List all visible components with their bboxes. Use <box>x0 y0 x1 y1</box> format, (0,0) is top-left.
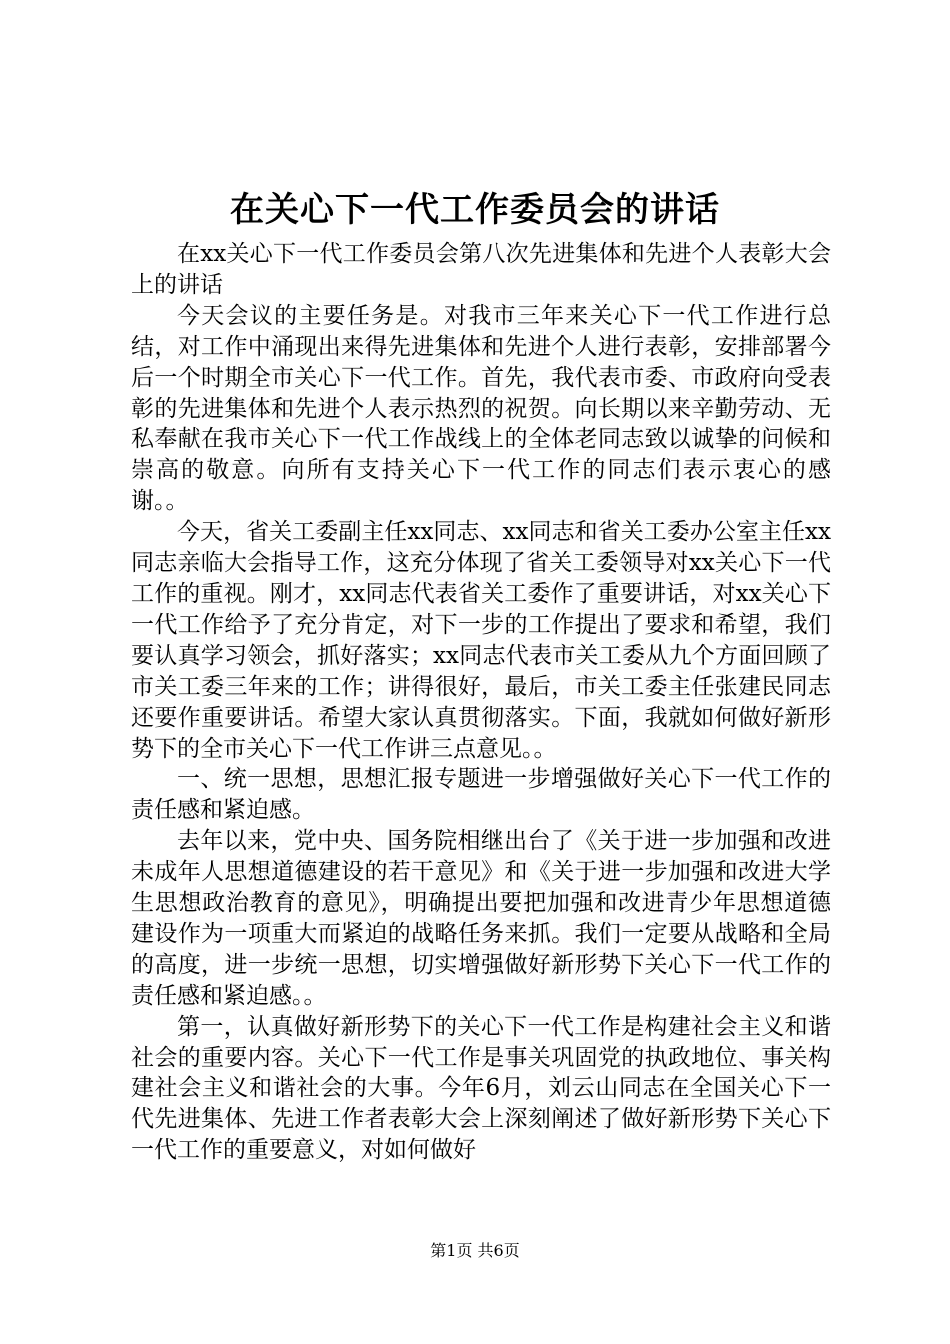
paragraph-section-heading: 一、统一思想，思想汇报专题进一步增强做好关心下一代工作的责任感和紧迫感。 <box>131 766 831 824</box>
paragraph-main-tasks: 今天会议的主要任务是。对我市三年来关心下一代工作进行总结，对工作中涌现出来得先进集体和先进个人进行表彰，安排部署今后一个时期全市关心下一代工作。首先，我代表市委、市政府向受表彰的先进集体和先进个人表示热烈的祝贺。向长期以来辛勤劳动、无私奉献在我市关心下一代工作战线上的全体老同志致以诚挚的问候和崇高的敬意。向所有支持关心下一代工作的同志们表示衷心的感谢。。 <box>131 302 831 515</box>
document-body <box>131 239 831 1166</box>
page-footer: 第1页 共6页 <box>430 1241 520 1260</box>
paragraph-central-policy: 去年以来，党中央、国务院相继出台了《关于进一步加强和改进未成年人思想道德建设的若干意见》和《关于进一步加强和改进大学生思想政治教育的意见》，明确提出要把加强和改进青少年思想道德建设作为一项重大而紧迫的战略任务来抓。我们一定要从战略和全局的高度，进一步统一思想，切实增强做好新形势下关心下一代工作的责任感和紧迫感。。 <box>131 828 831 1009</box>
paragraph-subtitle: 在xx关心下一代工作委员会第八次先进集体和先进个人表彰大会上的讲话 <box>131 241 831 298</box>
document-title: 在关心下一代工作委员会的讲话 <box>230 190 720 230</box>
paragraph-leaders-present: 今天，省关工委副主任xx同志、xx同志和省关工委办公室主任xx同志亲临大会指导工作，这充分体现了省关工委领导对xx关心下一代工作的重视。刚才，xx同志代表省关工委作了重要讲话，对xx关心下一代工作给予了充分肯定，对下一步的工作提出了要求和希望，我们要认真学习领会，抓好落实；xx同志代表市关工委从九个方面回顾了市关工委三年来的工作；讲得很好，最后，市关工委主任张建民同志还要作重要讲话。希望大家认真贯彻落实。下面，我就如何做好新形势下的全市关心下一代工作讲三点意见。。 <box>131 519 831 762</box>
paragraph-point-one: 第一，认真做好新形势下的关心下一代工作是构建社会主义和谐社会的重要内容。关心下一代工作是事关巩固党的执政地位、事关构建社会主义和谐社会的大事。今年6月，刘云山同志在全国关心下一代先进集体、先进工作者表彰大会上深刻阐述了做好新形势下关心下一代工作的重要意义，对如何做好 <box>131 1013 831 1164</box>
